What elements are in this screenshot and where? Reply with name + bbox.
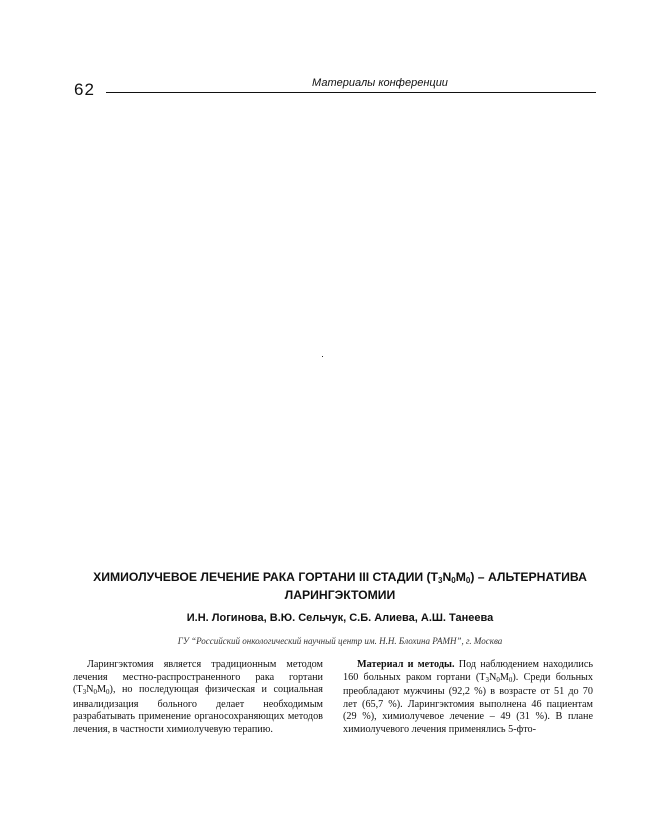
title-sub-t: 3 (438, 576, 443, 585)
left-n: N (86, 684, 94, 696)
article-title (70, 570, 610, 603)
authors: И.Н. Логинова, В.Ю. Сельчук, С.Б. Алиева, А.Ш. Танеева (186, 612, 494, 624)
right-sub-n: 0 (496, 675, 500, 684)
title-sub-n: 0 (451, 576, 456, 585)
affiliation: ГУ “Российский онкологический научный центр им. Н.Н. Блохина РАМН”, г. Москва (177, 636, 503, 646)
title-n: N (442, 570, 452, 584)
right-text-b: ). Среди больных преобладают мужчины (92,2 %) в возрасте от 51 до 70 лет (65,7 %). Ларингэктомия выполнена 46 пациентам (29 %), химиолучевое лечение – 49 (31 %). В плане химиолучевого лечения применялись 5-фто- (343, 671, 593, 735)
section-lead: Материал и методы. (357, 659, 455, 670)
right-sub-m: 0 (508, 675, 513, 684)
title-line1-a: ХИМИОЛУЧЕВОЕ ЛЕЧЕНИЕ РАКА ГОРТАНИ III СТАДИИ (T (93, 570, 439, 584)
left-sub-t: 3 (82, 688, 87, 697)
title-sub-m: 0 (465, 576, 471, 585)
left-column-paragraph (73, 659, 323, 737)
right-sub-t: 3 (485, 675, 489, 684)
left-m: M (96, 684, 107, 696)
stray-dot (322, 356, 323, 357)
right-column-paragraph (343, 659, 593, 737)
title-line2: ЛАРИНГЭКТОМИИ (284, 588, 396, 602)
left-text-a: Ларингэктомия является традиционным методом лечения местно-распространенного рака гортани (T (73, 659, 323, 696)
left-sub-n: 0 (93, 688, 97, 697)
header-rule (106, 92, 596, 93)
right-n: N (488, 671, 497, 683)
title-line1-b: ) – АЛЬТЕРНАТИВА (470, 570, 587, 584)
title-m: M (455, 570, 466, 584)
right-m: M (499, 671, 509, 683)
left-text-b: ), но последующая физическая и социальная инвалидизация больного делает необходимым разрабатывать применение органосохраняющих методов лечения, в частности химиолучевую терапию. (73, 684, 323, 735)
right-text-a: Под наблюдением находились 160 больных раком гортани (T (343, 659, 593, 683)
page-number: 62 (74, 80, 95, 99)
running-title: Материалы конференции (312, 77, 448, 89)
left-sub-m: 0 (106, 688, 110, 697)
